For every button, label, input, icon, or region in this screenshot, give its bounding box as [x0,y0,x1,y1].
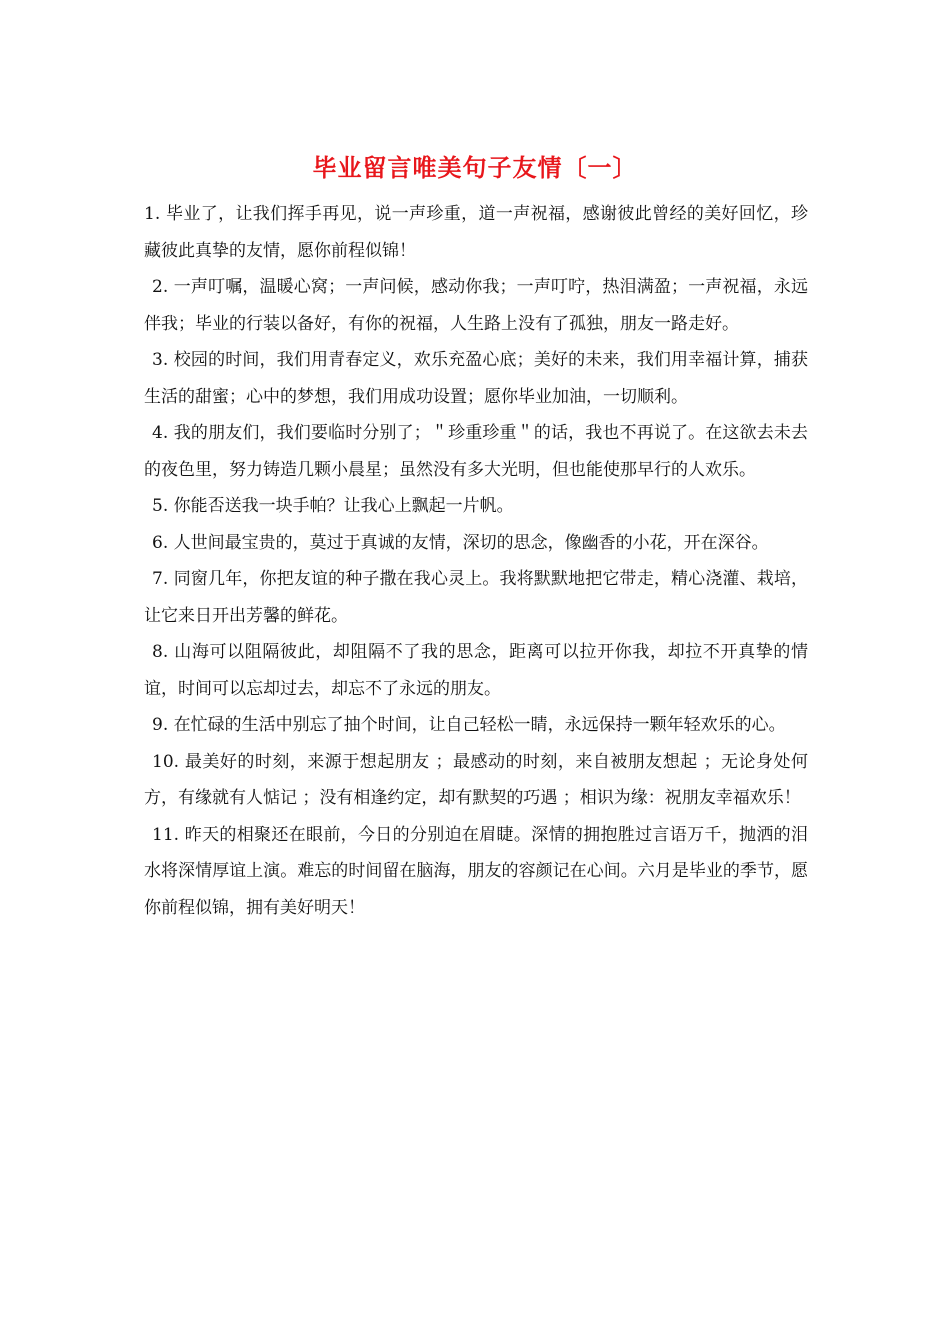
item-number: 11. [152,824,180,845]
item-number: 6. [152,532,169,553]
item-text: 校园的时间，我们用青春定义，欢乐充盈心底；美好的未来，我们用幸福计算，捕获生活的甜蜜；心中的梦想，我们用成功设置；愿你毕业加油，一切顺利。 [144,350,808,407]
item-text: 人世间最宝贵的，莫过于真诚的友情，深切的思念，像幽香的小花，开在深谷。 [168,532,769,553]
item-number: 2. [152,277,169,297]
item-number: 8. [152,642,169,662]
list-item [144,744,808,817]
item-number: 9. [152,715,169,735]
item-text: 你能否送我一块手帕？让我心上飘起一片帆。 [168,496,514,516]
item-number: 4. [152,423,169,443]
document-title: 毕业留言唯美句子友情〔一〕 [312,153,638,182]
item-number: 10. [152,751,180,772]
item-text: 一声叮嘱，温暖心窝；一声问候，感动你我；一声叮咛，热泪满盈；一声祝福，永远伴我；毕业的行装以备好，有你的祝福，人生路上没有了孤独，朋友一路走好。 [144,277,808,334]
item-text: 昨天的相聚还在眼前，今日的分别迫在眉睫。深情的拥抱胜过言语万千，抛洒的泪水将深情厚谊上演。难忘的时间留在脑海，朋友的容颜记在心间。六月是毕业的季节，愿你前程似锦，拥有美好明天！ [144,824,808,918]
list-item [144,415,808,488]
item-number: 1. [144,204,161,224]
list-item [144,196,808,269]
item-text: 毕业了，让我们挥手再见，说一声珍重，道一声祝福，感谢彼此曾经的美好回忆，珍藏彼此真挚的友情，愿你前程似锦！ [144,204,808,261]
list-item [144,488,808,525]
document-body [144,196,808,926]
list-item [144,342,808,415]
item-text: 我的朋友们，我们要临时分别了；＂珍重珍重＂的话，我也不再说了。在这欲去未去的夜色里，努力铸造几颗小晨星；虽然没有多大光明，但也能使那早行的人欢乐。 [144,423,808,480]
item-text: 同窗几年，你把友谊的种子撒在我心灵上。我将默默地把它带走，精心浇灌、栽培，让它来日开出芳馨的鲜花。 [144,569,808,626]
list-item [144,707,808,744]
list-item [144,817,808,927]
item-text: 山海可以阻隔彼此，却阻隔不了我的思念，距离可以拉开你我，却拉不开真挚的情谊，时间可以忘却过去，却忘不了永远的朋友。 [144,642,808,699]
list-item [144,525,808,562]
item-number: 7. [152,569,169,589]
item-number: 5. [152,496,169,516]
list-item [144,269,808,342]
item-number: 3. [152,350,169,370]
list-item [144,561,808,634]
list-item [144,634,808,707]
item-text: 在忙碌的生活中别忘了抽个时间，让自己轻松一睛，永远保持一颗年轻欢乐的心。 [168,715,786,735]
item-text: 最美好的时刻，来源于想起朋友 ；最感动的时刻，来自被朋友想起 ；无论身处何方，有缘就有人惦记 ；没有相逢约定，却有默契的巧遇 ；相识为缘：祝朋友幸福欢乐！ [144,751,808,808]
